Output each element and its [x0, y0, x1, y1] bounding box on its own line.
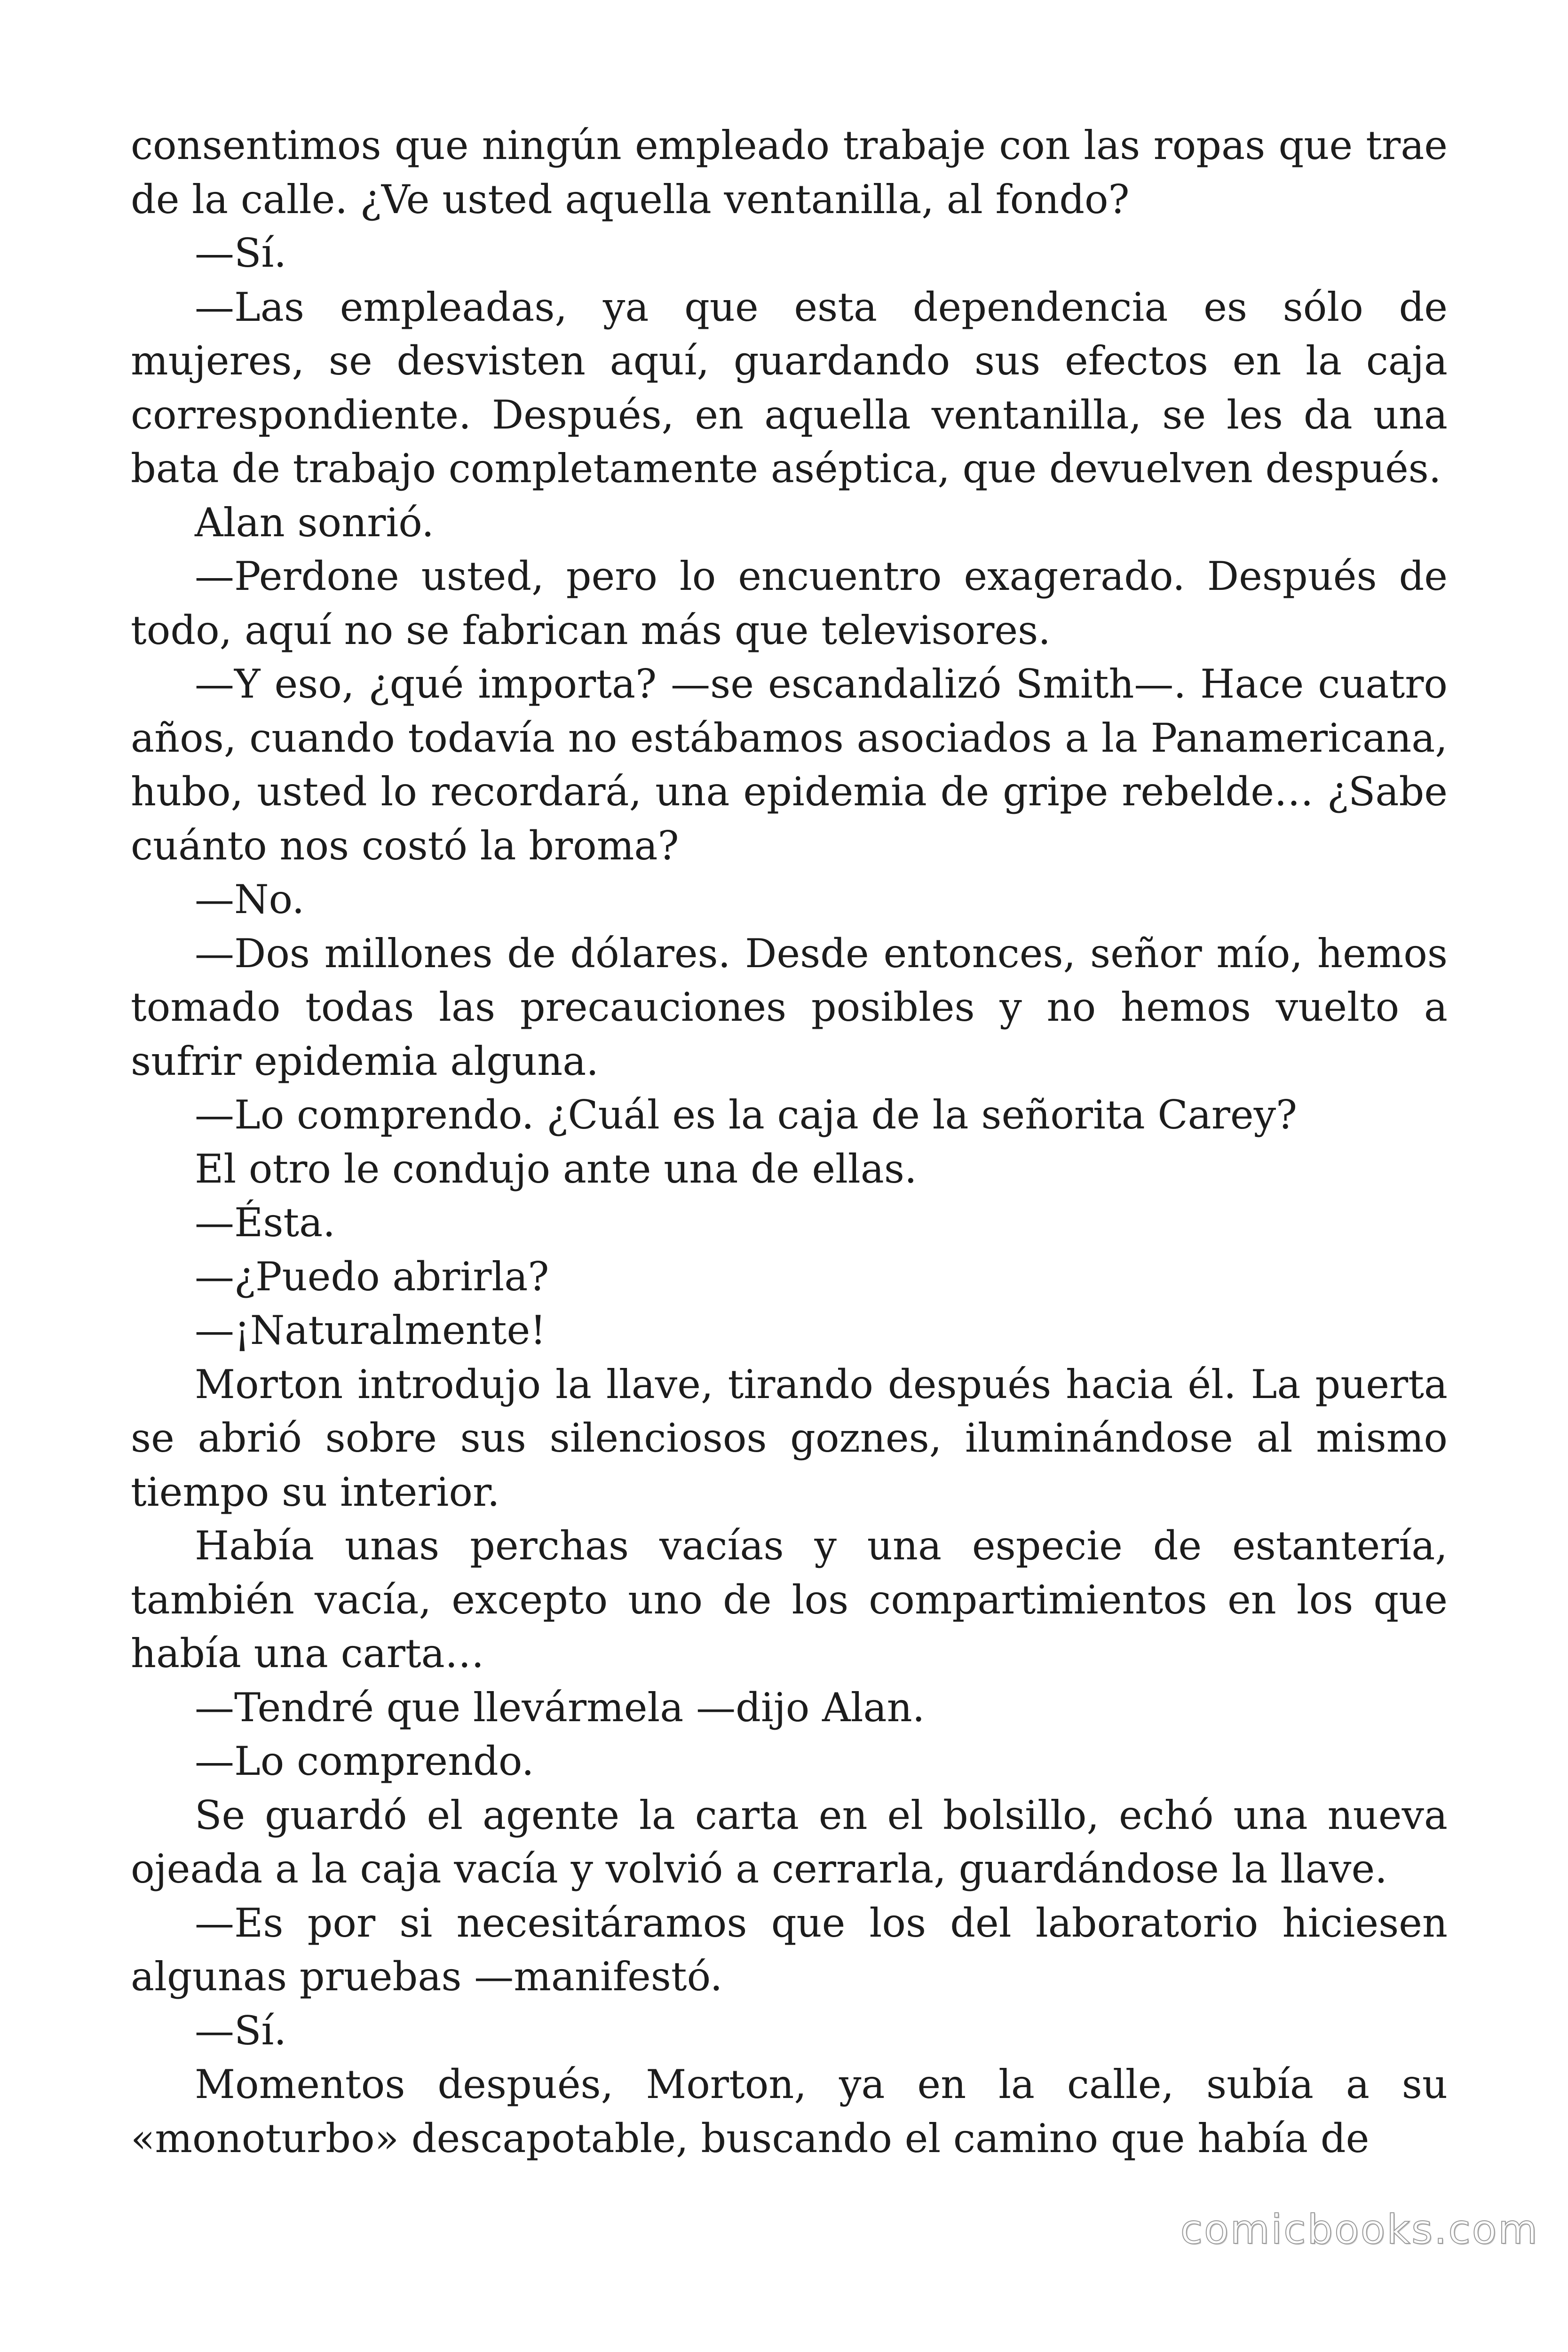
paragraph: —No. [195, 876, 305, 922]
paragraph: Momentos después, Morton, ya en la calle, subía a su «monoturbo» descapotable, buscando el camino que había de [131, 2061, 1448, 2161]
paragraph: Se guardó el agente la carta en el bolsillo, echó una nueva ojeada a la caja vacía y volvió a cerrarla, guardándose la llave. [131, 1792, 1448, 1892]
paragraph: —Ésta. [195, 1200, 335, 1246]
paragraph: —Es por si necesitáramos que los del laboratorio hiciesen algunas pruebas —manifestó. [131, 1899, 1448, 2000]
paragraph: —Lo comprendo. [195, 1738, 534, 1784]
paragraph: —¿Puedo abrirla? [195, 1253, 549, 1300]
page-body [131, 119, 1448, 2165]
paragraph: —Las empleadas, ya que esta dependencia es sólo de mujeres, se desvisten aquí, guardando sus efectos en la caja correspondiente. Después, en aquella ventanilla, se les da una bata de trabajo completamente aséptica, que devuelven después. [131, 284, 1448, 492]
paragraph: Morton introdujo la llave, tirando después hacia él. La puerta se abrió sobre sus silenciosos goznes, iluminándose al mismo tiempo su interior. [131, 1361, 1448, 1515]
paragraph: —Dos millones de dólares. Desde entonces, señor mío, hemos tomado todas las precauciones posibles y no hemos vuelto a sufrir epidemia alguna. [131, 930, 1448, 1084]
paragraph: —Perdone usted, pero lo encuentro exagerado. Después de todo, aquí no se fabrican más que televisores. [131, 553, 1448, 653]
paragraph: El otro le condujo ante una de ellas. [195, 1145, 917, 1192]
watermark: comicbooks.com [1180, 2206, 1539, 2253]
paragraph: —Sí. [195, 2007, 287, 2054]
paragraph: consentimos que ningún empleado trabaje con las ropas que trae de la calle. ¿Ve usted aquella ventanilla, al fondo? [131, 122, 1448, 222]
paragraph: —Y eso, ¿qué importa? —se escandalizó Smith—. Hace cuatro años, cuando todavía no estábamos asociados a la Panamericana, hubo, usted lo recordará, una epidemia de gripe rebelde… ¿Sabe cuánto nos costó la broma? [131, 661, 1448, 869]
paragraph: —Sí. [195, 230, 287, 276]
paragraph: —¡Naturalmente! [195, 1307, 546, 1353]
paragraph: —Lo comprendo. ¿Cuál es la caja de la señorita Carey? [195, 1092, 1298, 1138]
paragraph: —Tendré que llevármela —dijo Alan. [195, 1684, 925, 1731]
paragraph: Alan sonrió. [195, 499, 435, 546]
paragraph: Había unas perchas vacías y una especie de estantería, también vacía, excepto uno de los compartimientos en los que había una carta… [131, 1523, 1448, 1677]
